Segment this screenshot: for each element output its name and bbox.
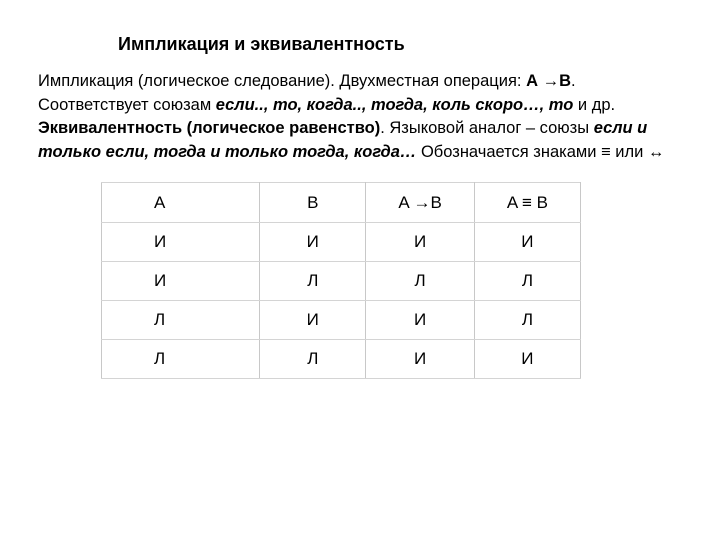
equivalence-conjunctions: если и только если, тогда и только тогда, когда… <box>38 119 648 161</box>
table-cell: Л <box>474 301 580 340</box>
table-cell: И <box>102 223 260 262</box>
header-equivalence: A ≡ B <box>474 183 580 223</box>
table-cell: И <box>102 262 260 301</box>
table-cell: И <box>366 301 474 340</box>
table-cell: И <box>260 223 366 262</box>
table-row <box>102 262 581 301</box>
table-header-row <box>102 183 581 223</box>
table-cell: Л <box>366 262 474 301</box>
table-cell: И <box>474 340 580 379</box>
implication-period: . <box>570 72 576 90</box>
header-implication: A →B <box>366 183 474 223</box>
body-text <box>38 70 698 164</box>
table-cell: Л <box>260 262 366 301</box>
table-cell: Л <box>102 340 260 379</box>
table-cell: Л <box>474 262 580 301</box>
table-cell: И <box>260 301 366 340</box>
table-cell: И <box>366 340 474 379</box>
slide-title: Импликация и эквивалентность <box>118 34 405 54</box>
equivalence-term: Эквивалентность (логическое равенство) <box>38 119 381 137</box>
truth-table <box>101 182 581 379</box>
header-b: B <box>260 183 366 223</box>
table-row <box>102 301 581 340</box>
table-row <box>102 223 581 262</box>
table-cell: Л <box>260 340 366 379</box>
equivalence-paragraph <box>38 117 698 164</box>
table-cell: И <box>366 223 474 262</box>
implication-etc: и др. <box>573 95 616 114</box>
implication-paragraph <box>38 70 698 117</box>
table-cell: Л <box>102 301 260 340</box>
implication-term: Импликация <box>38 72 134 90</box>
implication-conjunctions: если.., то, когда.., тогда, коль скоро…, то <box>215 95 574 114</box>
implication-operation: А →В <box>526 72 571 90</box>
header-a: A <box>102 183 260 223</box>
implication-conj-intro: Соответствует союзам <box>38 95 216 114</box>
table-row <box>102 340 581 379</box>
equivalence-definition: . Языковой аналог – союзы <box>380 119 594 137</box>
equivalence-symbols: Обозначается знаками ≡ или ↔ <box>416 142 665 161</box>
implication-definition: (логическое следование). Двухместная операция: <box>133 72 527 90</box>
table-cell: И <box>474 223 580 262</box>
